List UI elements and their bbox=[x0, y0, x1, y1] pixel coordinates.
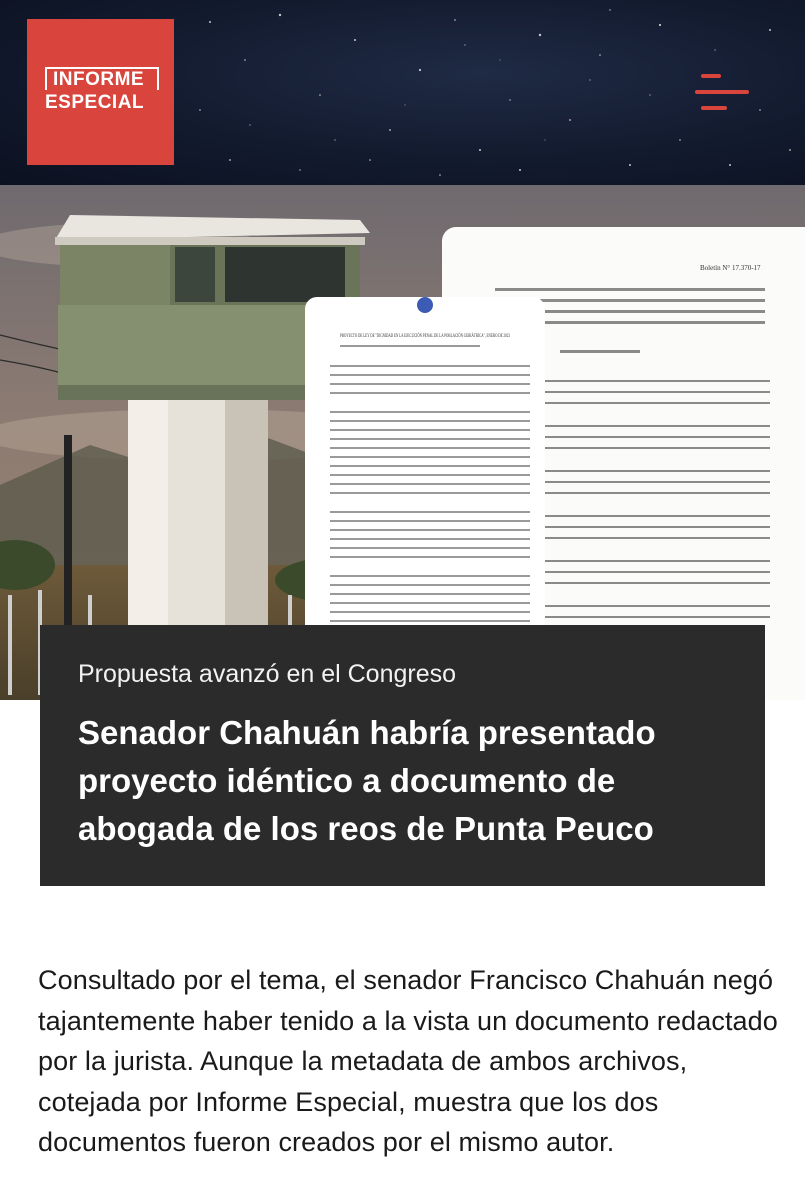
watchtower-and-documents-photo bbox=[0, 185, 805, 700]
article-headline: Senador Chahuán habría presentado proyecto idéntico a documento de abogada de los reos de Punta Peuco bbox=[78, 714, 656, 847]
article-title-box bbox=[40, 625, 765, 886]
document-front-header: PROYECTO DE LEY DE "DIGNIDAD EN LA EJECUCIÓN PENAL DE LA POBLACIÓN GERIÁTRICA", ENERO DE 2023 bbox=[340, 334, 600, 339]
site-header bbox=[0, 0, 805, 185]
menu-line bbox=[695, 90, 749, 94]
article-kicker: Propuesta avanzó en el Congreso bbox=[78, 660, 457, 688]
menu-line bbox=[701, 74, 721, 78]
hero-image bbox=[0, 185, 805, 700]
hamburger-menu-icon[interactable] bbox=[695, 72, 753, 112]
article-body-paragraph: Consultado por el tema, el senador Francisco Chahuán negó tajantemente haber tenido a la vista un documento redactado por la jurista. Aunque la metadata de ambos archivos, cotejada por Informe Especial, muestra que los dos documentos fueron creados por el mismo autor. bbox=[38, 965, 778, 1157]
site-logo[interactable] bbox=[27, 19, 174, 165]
menu-line bbox=[701, 106, 727, 110]
logo-wordmark bbox=[45, 67, 159, 114]
document-back-header: Boletín N° 17.370-17 bbox=[700, 264, 761, 272]
logo-line-2: ESPECIAL bbox=[45, 92, 145, 113]
logo-line-1: INFORME bbox=[45, 67, 159, 90]
